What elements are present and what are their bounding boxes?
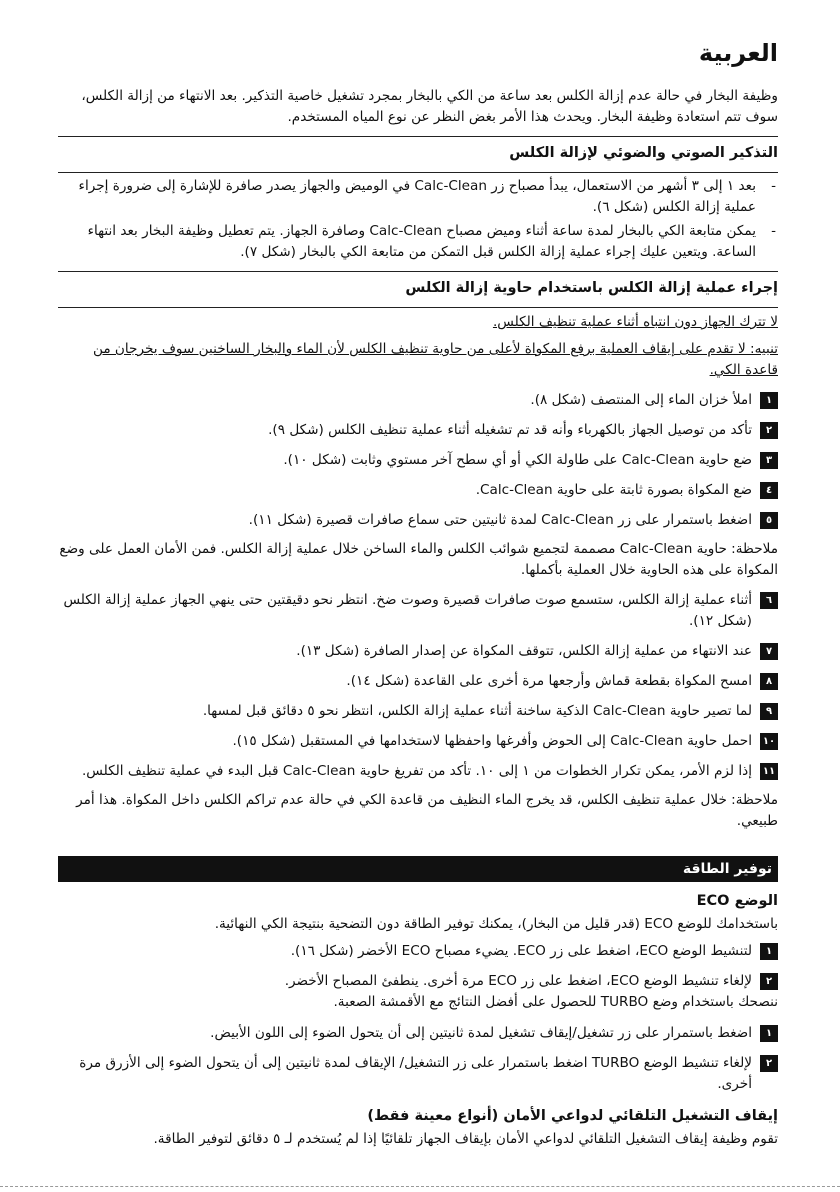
step-text: لإلغاء تنشيط الوضع TURBO اضغط باستمرار على زر التشغيل/ الإيقاف لمدة ثانيتين إلى أن يتحول الضوء إلى الأزرق مرة أخرى. (79, 1055, 752, 1092)
step-text: احمل حاوية Calc-Clean إلى الحوض وأفرغها واحفظها لاستخدامها في المستقبل (شكل ١٥). (232, 733, 752, 749)
auto-off-description: تقوم وظيفة إيقاف التشغيل التلقائي لدواعي الأمان بإيقاف الجهاز تلقائيًا إذا لم يُستخدم لـ ٥ دقائق لتوفير الطاقة. (153, 1131, 778, 1147)
bullet-dash: - (771, 223, 776, 239)
section-divider (58, 271, 778, 272)
step-6 (58, 590, 778, 632)
list-item (58, 176, 778, 218)
step-number: ٧ (760, 643, 778, 660)
step-5 (58, 510, 778, 531)
step-text: عند الانتهاء من عملية إزالة الكلس، تتوقف المكواة عن إصدار الصافرة (شكل ١٣). (296, 643, 752, 659)
step-number: ٢ (760, 422, 778, 439)
step-text: امسح المكواة بقطعة قماش وأرجعها مرة أخرى على القاعدة (شكل ١٤). (346, 673, 752, 689)
step-number: ١٠ (760, 733, 778, 750)
page-bottom-rule (0, 1186, 840, 1187)
step-9 (58, 701, 778, 722)
step-number: ١١ (760, 763, 778, 780)
auto-off-heading: إيقاف التشغيل التلقائي لدواعي الأمان (أنواع معينة فقط) (367, 1108, 778, 1124)
section-divider (58, 172, 778, 173)
descale-heading: إجراء عملية إزالة الكلس باستخدام حاوية إزالة الكلس (405, 280, 778, 296)
eco-heading: الوضع ECO (696, 893, 778, 909)
turbo-tip: ننصحك باستخدام وضع TURBO للحصول على أفضل النتائج مع الأقمشة الصعبة. (333, 994, 778, 1010)
step-text: لما تصير حاوية Calc-Clean الذكية ساخنة أثناء عملية إزالة الكلس، انتظر نحو ٥ دقائق قبل لمسها. (202, 703, 752, 719)
bullet-text: يمكن متابعة الكي بالبخار لمدة ساعة أثناء وميض مصباح Calc-Clean وصافرة الجهاز. يتم تعطيل وظيفة البخار بعد انتهاء الساعة. ويتعين عليك إجراء عملية إزالة الكلس قبل التمكن من متابعة الكي بالبخار (شكل ٧). (87, 223, 756, 260)
bullet-text: بعد ١ إلى ٣ أشهر من الاستعمال، يبدأ مصباح زر Calc-Clean في الوميض والجهاز يصدر صافرة للإشارة إلى ضرورة إجراء عملية إزالة الكلس (شكل ٦). (78, 178, 756, 215)
step-number: ١ (760, 1025, 778, 1042)
caution-text: تنبيه: لا تقدم على إيقاف العملية برفع المكواة لأعلى من حاوية تنظيف الكلس لأن الماء والبخار الساخنين سوف يخرجان من قاعدة الكي. (92, 341, 778, 378)
eco-step-2 (58, 971, 778, 992)
list-item (58, 221, 778, 263)
step-number: ٢ (760, 1055, 778, 1072)
turbo-step-1 (58, 1023, 778, 1044)
language-title: العربية (698, 39, 778, 67)
eco-step-1 (58, 941, 778, 962)
step-11 (58, 761, 778, 782)
intro-paragraph: وظيفة البخار في حالة عدم إزالة الكلس بعد ساعة من الكي بالبخار بمجرد تشغيل خاصية التذكير. بعد الانتهاء من إزالة الكلس، سوف تتم استعادة وظيفة البخار. ويحدث هذا الأمر بغض النظر عن نوع المياه المستخدم. (81, 88, 778, 125)
step-text: لإلغاء تنشيط الوضع ECO، اضغط على زر ECO مرة أخرى. ينطفئ المصباح الأخضر. (284, 973, 752, 989)
step-text: إذا لزم الأمر، يمكن تكرار الخطوات من ١ إلى ١٠. تأكد من تفريغ حاوية Calc-Clean قبل البدء في عملية تنظيف الكلس. (81, 763, 752, 779)
step-number: ٥ (760, 512, 778, 529)
step-7 (58, 641, 778, 662)
step-text: اضغط باستمرار على زر Calc-Clean لمدة ثانيتين حتى سماع صافرات قصيرة (شكل ١١). (248, 512, 752, 528)
step-10 (58, 731, 778, 752)
step-number: ٩ (760, 703, 778, 720)
step-2 (58, 420, 778, 441)
step-4 (58, 480, 778, 501)
step-number: ٤ (760, 482, 778, 499)
step-number: ٨ (760, 673, 778, 690)
step-8 (58, 671, 778, 692)
eco-description: باستخدامك للوضع ECO (قدر قليل من البخار)، يمكنك توفير الطاقة دون التضحية بنتيجة الكي النهائية. (214, 916, 778, 932)
section-divider (58, 136, 778, 137)
step-number: ٢ (760, 973, 778, 990)
step-text: لتنشيط الوضع ECO، اضغط على زر ECO. يضيء مصباح ECO الأخضر (شكل ١٦). (290, 943, 752, 959)
note-paragraph: ملاحظة: خلال عملية تنظيف الكلس، قد يخرج الماء النظيف من قاعدة الكي في حالة عدم تراكم الكلس داخل المكواة. هذا أمر طبيعي. (76, 792, 778, 829)
step-text: أثناء عملية إزالة الكلس، ستسمع صوت صافرات قصيرة وصوت ضخ. انتظر نحو دقيقتين حتى ينهي الجهاز عملية إزالة الكلس (شكل ١٢). (63, 592, 752, 629)
energy-section-bar: توفير الطاقة (58, 856, 778, 882)
step-text: املأ خزان الماء إلى المنتصف (شكل ٨). (530, 392, 752, 408)
step-number: ١ (760, 392, 778, 409)
step-text: اضغط باستمرار على زر تشغيل/إيقاف تشغيل لمدة ثانيتين إلى أن يتحول الضوء إلى اللون الأبيض. (210, 1025, 752, 1041)
note-paragraph: ملاحظة: حاوية Calc-Clean مصممة لتجميع شوائب الكلس والماء الساخن خلال عملية إزالة الكلس. فمن الأمان العمل على وضع المكواة على هذه الحاوية خلال العملية بأكملها. (59, 541, 778, 578)
turbo-step-2 (58, 1053, 778, 1095)
step-1 (58, 390, 778, 411)
section-divider (58, 307, 778, 308)
step-3 (58, 450, 778, 471)
step-text: تأكد من توصيل الجهاز بالكهرباء وأنه قد تم تشغيله أثناء عملية تنظيف الكلس (شكل ٩). (268, 422, 752, 438)
step-number: ٣ (760, 452, 778, 469)
step-text: ضع المكواة بصورة ثابتة على حاوية Calc-Clean. (475, 482, 752, 498)
step-number: ٦ (760, 592, 778, 609)
step-number: ١ (760, 943, 778, 960)
step-text: ضع حاوية Calc-Clean على طاولة الكي أو أي سطح آخر مستوي وثابت (شكل ١٠). (283, 452, 752, 468)
bullet-dash: - (771, 178, 776, 194)
reminder-heading: التذكير الصوتي والضوئي لإزالة الكلس (509, 145, 778, 161)
warning-text: لا تترك الجهاز دون انتباه أثناء عملية تنظيف الكلس. (492, 314, 778, 330)
